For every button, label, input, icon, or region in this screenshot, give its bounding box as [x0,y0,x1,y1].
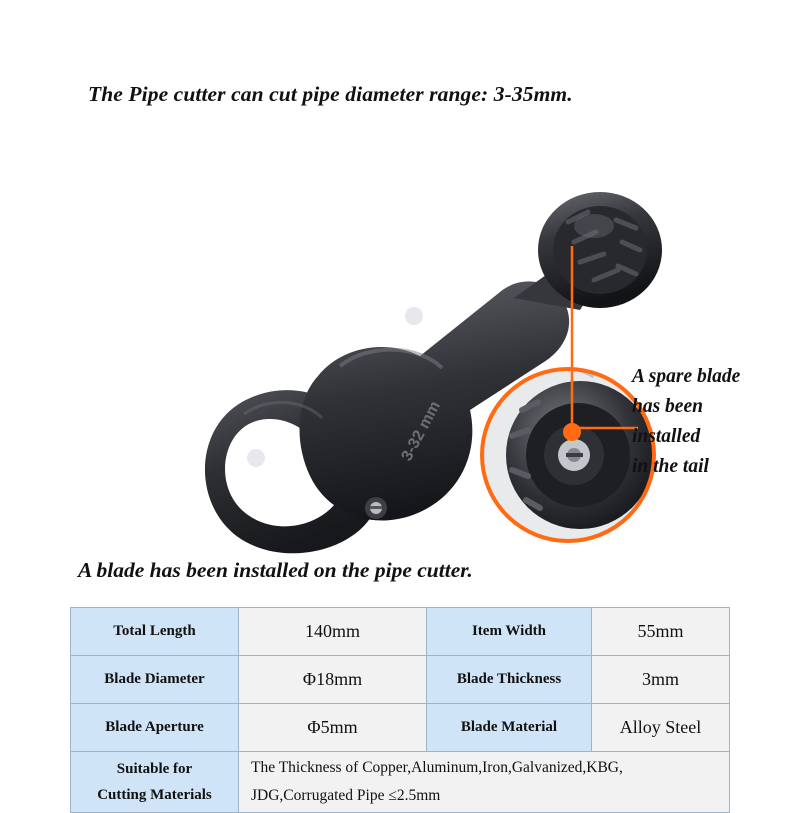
engraving-text: 3-32 mm [398,398,445,464]
spec-value-line-1: The Thickness of Copper,Aluminum,Iron,Galvanized,KBG, [251,759,623,776]
callout-line-1: A spare blade [632,366,741,387]
spec-value-line-2: JDG,Corrugated Pipe ≤2.5mm [251,787,441,804]
table-row [71,704,730,752]
tail-detail-circle [482,366,654,541]
spec-value-cutting-materials [239,752,730,813]
spec-label-blade-diameter: Blade Diameter [71,656,239,704]
spec-value-item-width: 55mm [592,608,730,656]
spec-label-cutting-materials [71,752,239,813]
spec-label-item-width: Item Width [427,608,592,656]
spec-label-line-1: Suitable for [116,761,193,777]
spec-value-total-length: 140mm [239,608,427,656]
spec-label-blade-material: Blade Material [427,704,592,752]
spec-label-total-length: Total Length [71,608,239,656]
photo-caption: A blade has been installed on the pipe cutter. [78,558,473,582]
spec-value-blade-thickness: 3mm [592,656,730,704]
spec-value-blade-aperture: Φ5mm [239,704,427,752]
page-title: The Pipe cutter can cut pipe diameter range: 3-35mm. [88,82,573,106]
spec-label-blade-thickness: Blade Thickness [427,656,592,704]
spec-label-blade-aperture: Blade Aperture [71,704,239,752]
callout-line-2: has been [632,396,703,417]
callout-line-4: in the tail [632,456,709,477]
specification-table [70,607,730,813]
table-row [71,656,730,704]
callout-text [632,362,794,482]
product-photo [170,170,690,560]
callout-line-3: installed [632,426,701,447]
knob [538,192,662,308]
table-row [71,608,730,656]
spec-value-blade-material: Alloy Steel [592,704,730,752]
spec-value-blade-diameter: Φ18mm [239,656,427,704]
table-row [71,752,730,813]
spec-label-line-2: Cutting Materials [97,787,212,803]
